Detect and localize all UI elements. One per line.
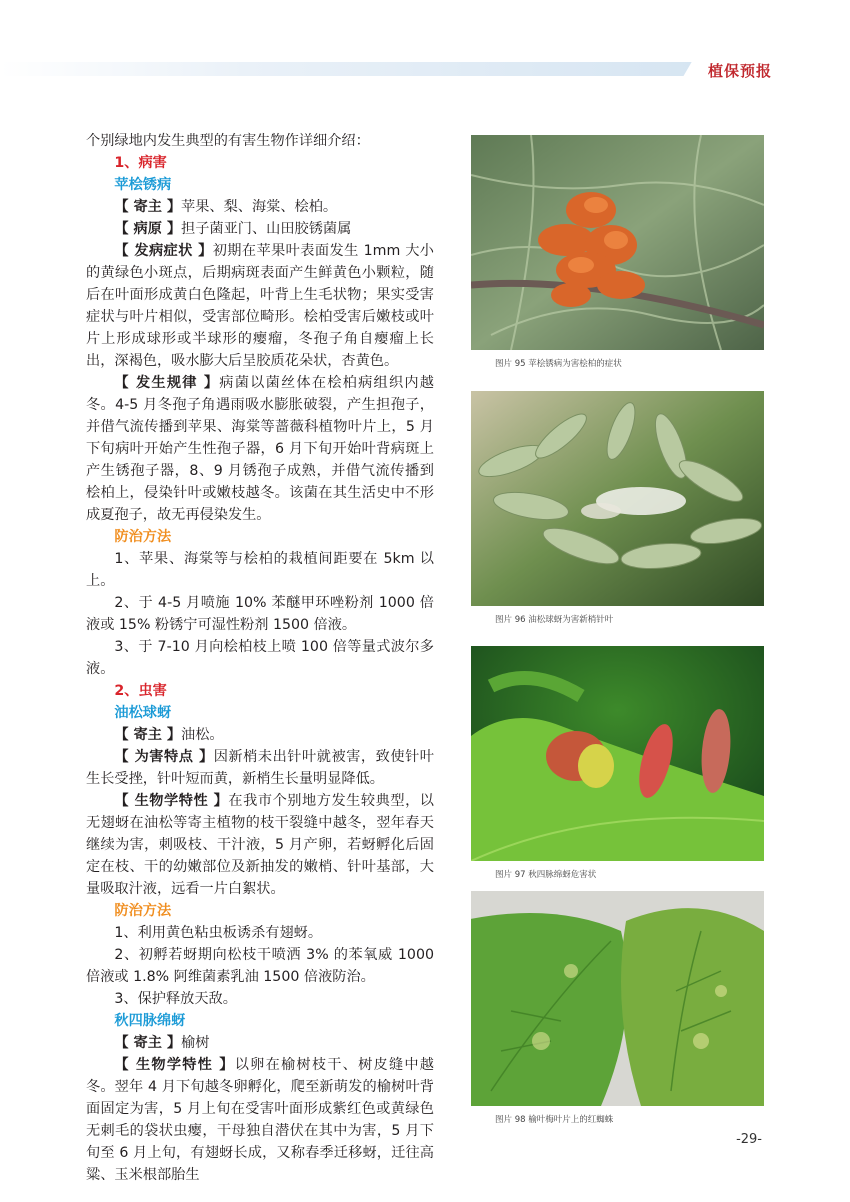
disease-pathogen: 【 病原 】担子菌亚门、山田胶锈菌属 (114, 221, 352, 237)
figure-98-caption: 图片 98 榆叶梅叶片上的红蜘蛛 (495, 1115, 614, 1125)
section1-heading: 1、病害 (114, 155, 167, 171)
pest1-control-heading: 防治方法 (114, 903, 172, 919)
disease-pattern: 【 发生规律 】病菌以菌丝体在桧柏病组织内越冬。4-5 月冬孢子角遇雨吸水膨胀破裂，产生担孢子，并借气流传播到苹果、海棠等蔷薇科植物叶片上，5 月下旬病叶开始产生性孢子器，6 月下旬开始叶背病斑上产生锈孢子器，8、9 月锈孢子成熟，并借气流传播到桧柏上，侵染针叶或嫩枝越冬。该菌在其生活史中不形成夏孢子，故无再侵染发生。 (86, 375, 434, 523)
pest1-control-item: 2、初孵若蚜期向松枝干喷洒 3% 的苯氧威 1000 倍液或 1.8% 阿维菌素乳油 1500 倍液防治。 (86, 947, 434, 985)
photo-spider-mite (471, 891, 764, 1106)
pest1-bio: 【 生物学特性 】在我市个别地方发生较典型，以无翅蚜在油松等寄主植物的枝干裂缝中越冬，翌年春天继续为害，刺吸枝、干汁液，5 月产卵，若蚜孵化后固定在枝、干的幼嫩部位及新抽发的嫩梢、针叶基部，大量吸取汁液，远看一片白絮状。 (86, 793, 434, 897)
disease-name: 苹桧锈病 (114, 177, 172, 193)
section2-heading: 2、虫害 (114, 683, 167, 699)
disease-symptom: 【 发病症状 】初期在苹果叶表面发生 1mm 大小的黄绿色小斑点，后期病斑表面产生鲜黄色小颗粒，随后在叶面形成黄白色隆起，叶背上生毛状物；果实受害症状与叶片相似，受害部位畸形。桧柏受害后嫩枝或叶片上形成球形或半球形的瘿瘤，冬孢子角自瘿瘤上长出，深褐色，吸水膨大后呈胶质花朵状，杏黄色。 (86, 243, 434, 369)
text-column (86, 130, 434, 1186)
pest1-control-item: 3、保护释放天敌。 (114, 991, 237, 1007)
pest2-name: 秋四脉绵蚜 (114, 1013, 186, 1029)
pest2-host: 【 寄主 】榆树 (114, 1035, 210, 1051)
pest1-host: 【 寄主 】油松。 (114, 727, 224, 743)
figure-97 (471, 646, 764, 880)
disease-control-item: 3、于 7-10 月向桧柏枝上喷 100 倍等量式波尔多液。 (86, 639, 434, 677)
disease-control-heading: 防治方法 (114, 529, 172, 545)
intro-paragraph: 个别绿地内发生典型的有害生物作详细介绍： (86, 133, 370, 149)
figure-96 (471, 391, 764, 625)
pest2-bio: 【 生物学特性 】以卵在榆树枝干、树皮缝中越冬。翌年 4 月下旬越冬卵孵化，爬至新萌发的榆树叶背面固定为害，5 月上旬在受害叶面形成紫红色或黄绿色无刺毛的袋状虫瘿，干母独自潜伏在其中为害，5 月下旬至 6 月上旬，有翅蚜长成，又称春季迁移蚜，迁往高粱、玉米根部胎生 (86, 1057, 434, 1183)
pest1-control-item: 1、利用黄色粘虫板诱杀有翅蚜。 (114, 925, 323, 941)
pest1-name: 油松球蚜 (114, 705, 172, 721)
disease-control-item: 1、苹果、海棠等与桧柏的栽植间距要在 5km 以上。 (86, 551, 434, 589)
page-number: -29- (736, 1132, 762, 1147)
figure-95-caption: 图片 95 苹桧锈病为害桧柏的症状 (495, 359, 622, 369)
photo-elm-gall (471, 646, 764, 861)
pest1-damage: 【 为害特点 】因新梢未出针叶就被害，致使针叶生长受挫，针叶短而黄，新梢生长量明显降低。 (86, 749, 434, 787)
photo-pine-aphid (471, 391, 764, 606)
photo-juniper-rust (471, 135, 764, 350)
header-band (0, 62, 700, 76)
header-title: 植保预报 (707, 62, 772, 80)
disease-host: 【 寄主 】苹果、梨、海棠、桧柏。 (114, 199, 338, 215)
figure-96-caption: 图片 96 油松球蚜为害新梢针叶 (495, 615, 614, 625)
disease-control-item: 2、于 4-5 月喷施 10% 苯醚甲环唑粉剂 1000 倍液或 15% 粉锈宁可湿性粉剂 1500 倍液。 (86, 595, 434, 633)
figure-97-caption: 图片 97 秋四脉绵蚜危害状 (495, 870, 597, 880)
figure-95 (471, 135, 764, 369)
figure-98 (471, 891, 764, 1125)
